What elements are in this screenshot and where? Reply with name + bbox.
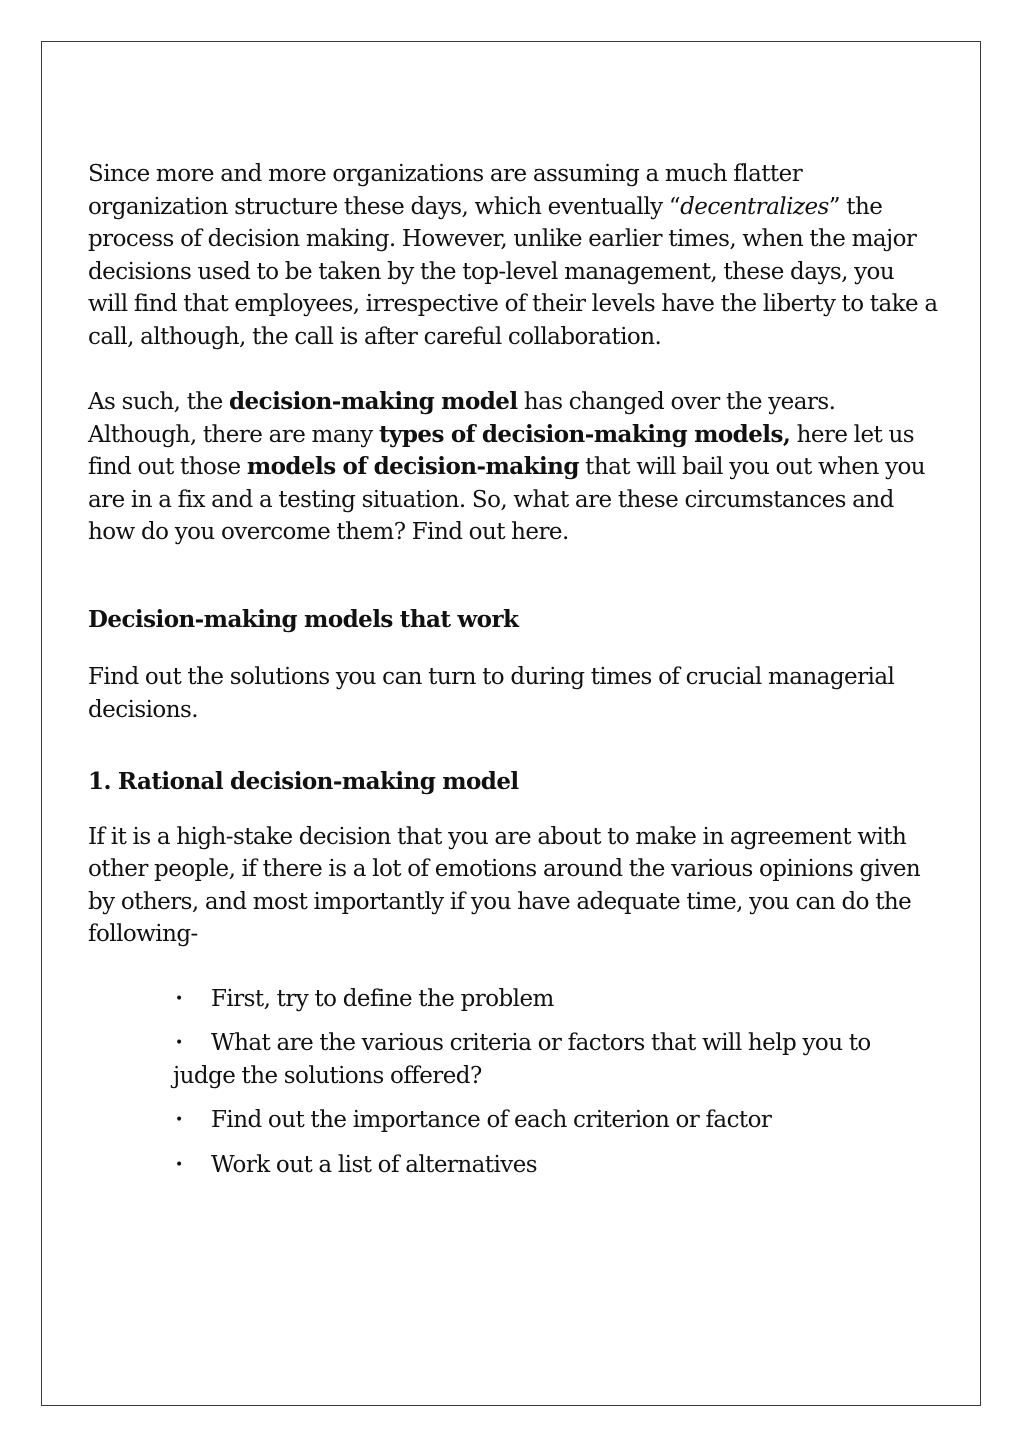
models-text-1: As such, the [88,389,229,415]
models-text-3: here let us find out those [88,421,915,480]
steps-list [88,983,938,1182]
list-item [173,1104,938,1137]
list-item-text: Find out the importance of each criterion or factor [211,1107,772,1133]
bullet-icon: • [175,1112,183,1128]
models-bold-2: types of decision-making models, [378,420,791,448]
section-heading: Decision-making models that work [88,605,519,633]
models-bold-1: decision-making model [229,388,518,415]
document-body [88,158,938,1193]
list-item [173,1027,938,1092]
models-text-4: that will bail you out when you are in a fix and a testing situation. So, what are these circumstances and how do you overcome them? Find out here. [88,454,926,545]
models-text-2: has changed over the years. Although, there are many [88,389,836,448]
bullet-icon: • [175,1035,183,1051]
list-item-text: Work out a list of alternatives [211,1151,538,1178]
models-paragraph [88,386,938,549]
solutions-paragraph: Find out the solutions you can turn to during times of crucial managerial decisions. [88,664,895,723]
intro-text-start: Since more and more organizations are assuming a much flatter organization structure these days, which eventually “ [88,161,803,220]
intro-paragraph [88,158,938,353]
models-bold-3: models of decision-making [246,453,579,480]
bullet-icon: • [175,1156,183,1173]
list-item-text: What are the various criteria or factors that will help you to judge the solutions offered? [173,1030,871,1089]
intro-italic-term: decentralizes [680,193,829,220]
list-item [173,983,938,1016]
rational-paragraph: If it is a high-stake decision that you are about to make in agreement with other people, if there is a lot of emotions around the various opinions given by others, and most importantly if you have adequate time, you can do the following- [88,823,921,947]
subsection-heading: 1. Rational decision-making model [88,768,519,795]
list-item [173,1149,938,1182]
intro-text-end: ” the process of decision making. However, unlike earlier times, when the major decisions used to be taken by the top-level management, these days, you will find that employees, irrespective of their levels have the liberty to take a call, although, the call is after careful collaboration. [88,193,938,350]
bullet-icon: • [175,990,183,1007]
document-page [41,41,981,1406]
list-item-text: First, try to define the problem [211,985,554,1012]
